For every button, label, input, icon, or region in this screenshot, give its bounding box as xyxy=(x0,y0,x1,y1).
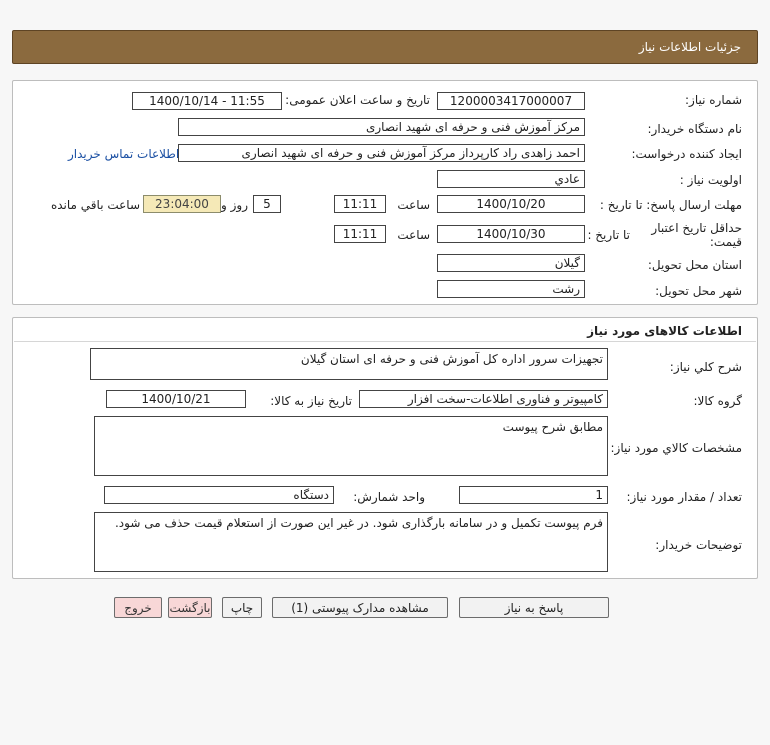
remaining-label: ساعت باقي مانده xyxy=(50,198,140,212)
validity-label-line2: قیمت: xyxy=(709,235,742,249)
print-button[interactable]: چاپ xyxy=(222,597,262,618)
buyer-org-field: مرکز آموزش فنی و حرفه ای شهید انصاری xyxy=(178,118,585,136)
validity-time-label: ساعت xyxy=(397,228,430,242)
page-title: جزئیات اطلاعات نیاز xyxy=(638,40,741,54)
validity-time-field: 11:11 xyxy=(334,225,386,243)
count-field: 1 xyxy=(459,486,608,504)
count-label: تعداد / مقدار مورد نیاز: xyxy=(626,490,742,504)
notes-label: توضیحات خریدار: xyxy=(655,538,742,552)
city-label: شهر محل تحویل: xyxy=(655,284,742,298)
exit-button[interactable]: خروج xyxy=(114,597,162,618)
validity-to-label: تا تاریخ : xyxy=(587,228,630,242)
remaining-time-field: 23:04:00 xyxy=(143,195,221,213)
back-button[interactable]: بازگشت xyxy=(168,597,212,618)
goods-section-title: اطلاعات کالاهای مورد نیاز xyxy=(587,324,742,338)
deadline-time-label: ساعت xyxy=(397,198,430,212)
need-number-label: شماره نیاز: xyxy=(685,93,742,107)
days-field: 5 xyxy=(253,195,281,213)
details-panel xyxy=(12,80,758,305)
unit-label: واحد شمارش: xyxy=(353,490,425,504)
need-date-field: 1400/10/21 xyxy=(106,390,246,408)
goods-title-divider xyxy=(14,341,756,342)
view-attachments-button[interactable]: مشاهده مدارک پیوستی (1) xyxy=(272,597,448,618)
unit-field: دستگاه xyxy=(104,486,334,504)
province-label: استان محل تحویل: xyxy=(647,258,742,272)
desc-label: شرح کلي نياز: xyxy=(669,360,742,374)
group-label: گروه کالا: xyxy=(693,394,742,408)
validity-label-line1: حداقل تاریخ اعتبار xyxy=(651,221,742,235)
validity-date-field: 1400/10/30 xyxy=(437,225,585,243)
desc-field: تجهیزات سرور اداره کل آموزش فنی و حرفه ای استان گیلان xyxy=(90,348,608,380)
announce-label: تاریخ و ساعت اعلان عمومی: xyxy=(285,93,430,107)
announce-field: 1400/10/14 - 11:55 xyxy=(132,92,282,110)
days-label: روز و xyxy=(221,198,248,212)
need-date-label: تاریخ نیاز به کالا: xyxy=(270,394,352,408)
province-field: گیلان xyxy=(437,254,585,272)
group-field: کامپیوتر و فناوری اطلاعات-سخت افزار xyxy=(359,390,608,408)
priority-label: اولویت نیاز : xyxy=(679,173,742,187)
creator-field: احمد زاهدی راد کارپرداز مرکز آموزش فنی و حرفه ای شهید انصاری xyxy=(178,144,585,162)
buyer-org-label: نام دستگاه خریدار: xyxy=(647,122,742,136)
city-field: رشت xyxy=(437,280,585,298)
creator-label: ایجاد کننده درخواست: xyxy=(631,147,742,161)
reply-button[interactable]: پاسخ به نیاز xyxy=(459,597,609,618)
page-header xyxy=(12,30,758,64)
deadline-time-field: 11:11 xyxy=(334,195,386,213)
buyer-contact-link[interactable]: اطلاعات تماس خریدار xyxy=(68,147,180,161)
specs-label: مشخصات كالاي مورد نياز: xyxy=(610,441,742,455)
deadline-date-field: 1400/10/20 xyxy=(437,195,585,213)
need-number-field: 1200003417000007 xyxy=(437,92,585,110)
notes-field: فرم پیوست تکمیل و در سامانه بارگذاری شود. در غیر این صورت از استعلام قیمت حذف می شود. xyxy=(94,512,608,572)
priority-field: عادي xyxy=(437,170,585,188)
specs-field: مطابق شرح پیوست xyxy=(94,416,608,476)
deadline-label: مهلت ارسال پاسخ: تا تاریخ : xyxy=(599,198,742,212)
